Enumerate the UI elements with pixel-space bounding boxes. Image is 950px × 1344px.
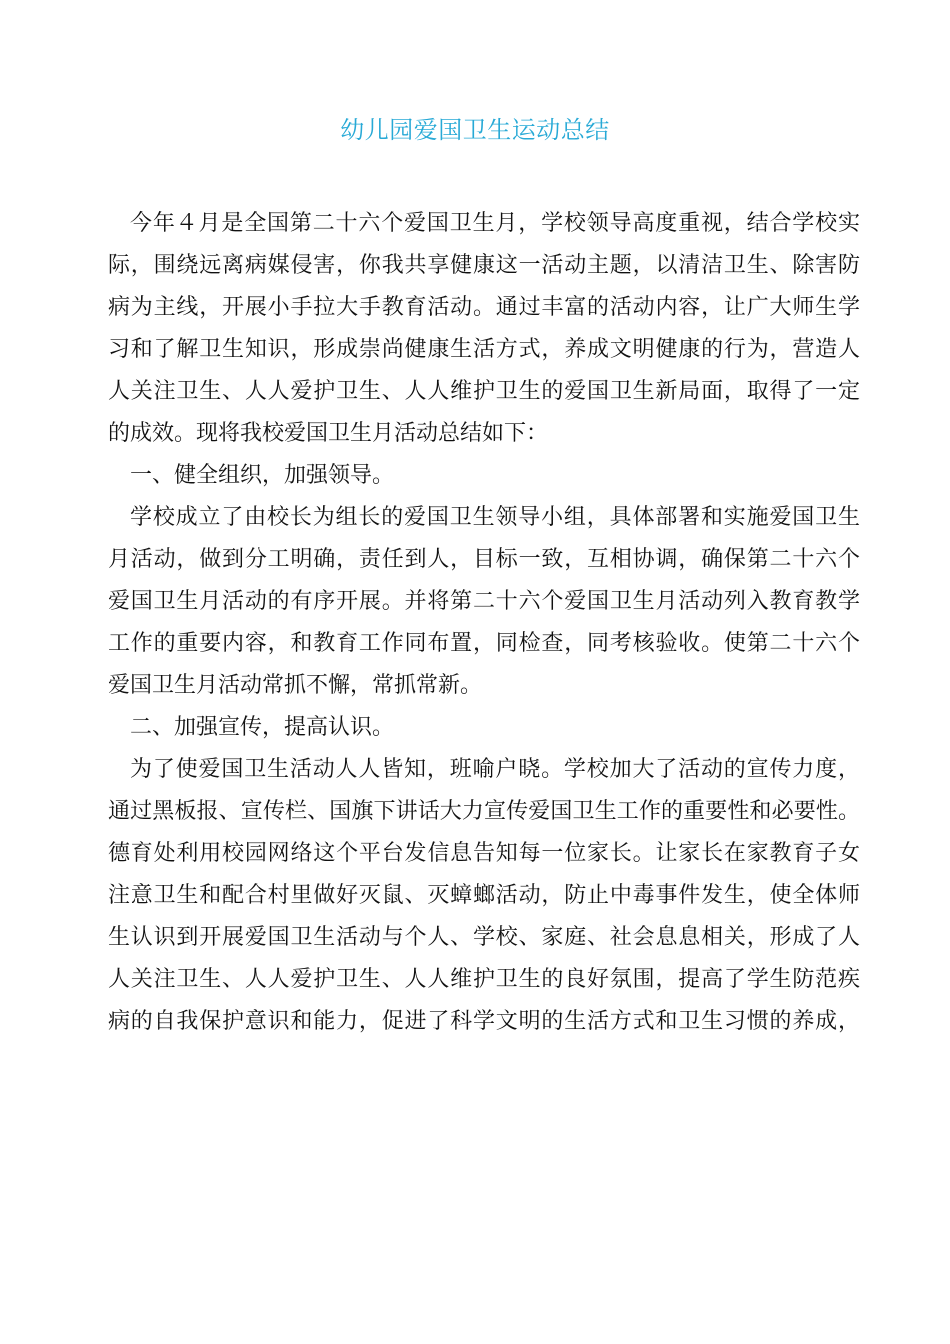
paragraph-line: 工作的重要内容，和教育工作同布置，同检查，同考核验收。使第二十六个 (108, 631, 860, 656)
paragraph-line: 际，围绕远离病媒侵害，你我共享健康这一活动主题，以清洁卫生、除害防 (108, 253, 860, 278)
paragraph-line: 爱国卫生月活动的有序开展。并将第二十六个爱国卫生月活动列入教育教学 (108, 589, 860, 614)
paragraph-line: 通过黑板报、宣传栏、国旗下讲话大力宣传爱国卫生工作的重要性和必要性。 (108, 799, 860, 824)
paragraph-line: 爱国卫生月活动常抓不懈，常抓常新。 (108, 673, 483, 698)
paragraph-line: 人关注卫生、人人爱护卫生、人人维护卫生的爱国卫生新局面，取得了一定 (108, 379, 860, 404)
paragraph-line: 月活动，做到分工明确，责任到人，目标一致，互相协调，确保第二十六个 (108, 547, 860, 572)
page-title: 幼儿园爱国卫生运动总结 (340, 116, 610, 144)
paragraph-line: 病的自我保护意识和能力，促进了科学文明的生活方式和卫生习惯的养成， (108, 1009, 860, 1034)
paragraph-line: 注意卫生和配合村里做好灭鼠、灭蟑螂活动，防止中毒事件发生，使全体师 (108, 883, 860, 908)
document-body (108, 203, 860, 1043)
paragraph-line: 病为主线，开展小手拉大手教育活动。通过丰富的活动内容，让广大师生学 (108, 295, 860, 320)
paragraph-line: 生认识到开展爱国卫生活动与个人、学校、家庭、社会息息相关，形成了人 (108, 925, 860, 950)
paragraph-line: 为了使爱国卫生活动人人皆知，班喻户晓。学校加大了活动的宣传力度， (130, 757, 860, 782)
paragraph-line: 习和了解卫生知识，形成崇尚健康生活方式，养成文明健康的行为，营造人 (108, 337, 860, 362)
paragraph-line: 的成效。现将我校爱国卫生月活动总结如下： (108, 421, 549, 446)
section-heading: 一、健全组织，加强领导。 (130, 463, 395, 488)
paragraph-line: 今年４月是全国第二十六个爱国卫生月，学校领导高度重视，结合学校实 (130, 211, 860, 236)
paragraph-line: 人关注卫生、人人爱护卫生、人人维护卫生的良好氛围，提高了学生防范疾 (108, 967, 860, 992)
paragraph-line: 德育处利用校园网络这个平台发信息告知每一位家长。让家长在家教育子女 (108, 841, 860, 866)
paragraph-line: 学校成立了由校长为组长的爱国卫生领导小组，具体部署和实施爱国卫生 (130, 505, 860, 530)
section-heading: 二、加强宣传，提高认识。 (130, 715, 395, 740)
